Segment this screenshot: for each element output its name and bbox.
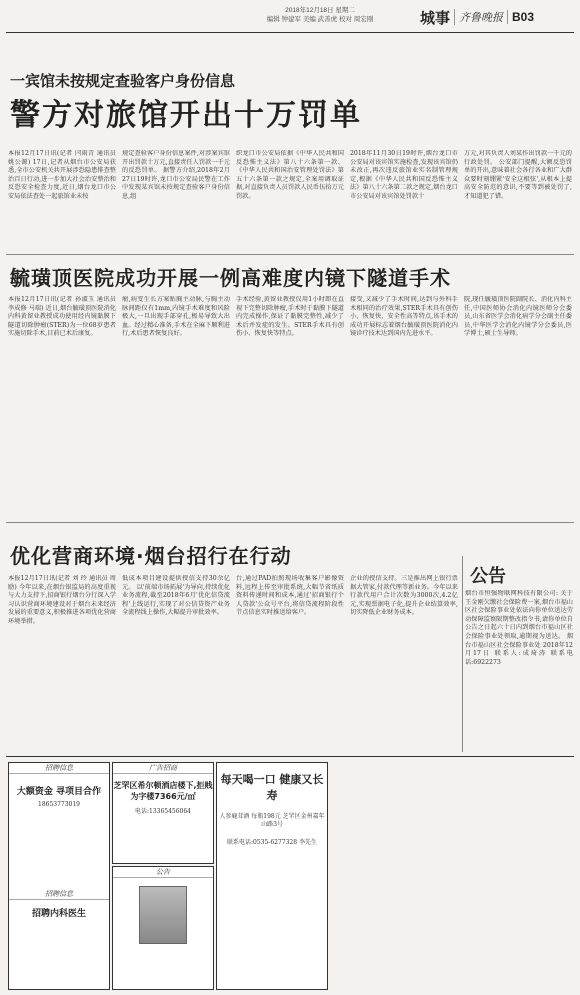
ad2-title: 芝罘区希尔顿酒店楼下,拒贱为字楼7366元/㎡ bbox=[113, 781, 213, 801]
story1-col4: 2018年11月30日19时许,烟台龙口市公安局对该宾馆实施检查,发现该宾馆仍未改正,再次违反旅馆业实名制管理规定,根据《中华人民共和国反恐怖主义法》第八十六条第二款之规定,烟台龙口市公安局对该宾馆处罚款十 bbox=[350, 150, 458, 200]
story2-col3: 手术经验,黄留业教授仅用1小时即在直视下完整切除肿瘤,手术时于黏膜下隧道内完成操作,保证了黏膜完整性,减少了术后并发症的发生。STER手术具有创伤小、恢复快等特点。 bbox=[236, 296, 344, 338]
editor-credits: 编辑 钟建军 美编 武善虎 校对 周宏刚 bbox=[266, 16, 374, 23]
story3-col2: 低成本项目建设提供授信支持30余亿元。 以'前端市场拓展'为导向,持续优化业务流程,截至2018年6月'优化信贷流程'上线运行,实现了对公信贷资产业务全流程线上操作,大幅提升审批效率。 bbox=[122, 575, 230, 617]
story2-col1: 本报12月17日讯(记者 孙淑玉 通讯员 李成修 马瑞) 近日,烟台毓璜顶医院消化内科黄留业教授成功使用经内镜黏膜下隧道切除肿瘤(STER)为一位68岁患者实施切除手术,目前已术后康复。 bbox=[8, 296, 116, 338]
section-divider-2 bbox=[6, 522, 574, 523]
story1-col1: 本报12月17日讯(记者 闫雨青 通讯员 姚公源) 17日,记者从烟台市公安局获悉,全市公安机关共开展涉恐隐患排查整治百日行动,进一步加大社会治安整治和反恐安全检查力度,近日,烟台龙口市公安局依法查处一起旅馆业未按 bbox=[8, 150, 116, 200]
story3-col3: 台,通过PAD拍照现场收集客户影像资料,远程上传至审批系统,大幅节省纸质资料传递时间和成本,通过'招商银行个人贷款'公众号平台,将信贷流程阶段性节点信息实时推送给客户。 bbox=[236, 575, 344, 617]
recruit-title: 招聘内科医生 bbox=[31, 909, 86, 919]
ad1-label: 招聘信息 bbox=[9, 763, 109, 774]
property-ad bbox=[112, 762, 214, 864]
story1-col2: 规定查验客户身份信息案件,对涉案宾馆开出罚款十万元,直接责任人罚款一千元的反恐罚单。 据警方介绍,2018年2月27日19时许,龙口市公安局民警在工作中发现某宾馆未按规定查验客户身份信息,组 bbox=[122, 150, 230, 200]
ad2-phone: 电话:13365456064 bbox=[134, 808, 191, 815]
paper-name: 齐鲁晚报 bbox=[454, 9, 503, 25]
photo-notice-label: 公告 bbox=[113, 867, 213, 878]
story1-headline: 警方对旅馆开出十万罚单 bbox=[10, 98, 362, 133]
story1-kicker: 一宾馆未按规定查验客户身份信息 bbox=[10, 72, 236, 90]
issue-meta bbox=[230, 6, 410, 24]
notice-divider bbox=[462, 556, 463, 752]
child-photo bbox=[139, 886, 187, 944]
story2-col2: 瘤,病变生长方案贴胸主动脉,与胸主动脉间距仅有1mm,内镜手术难度和风险极大,一旦出现手部穿孔,极易导致大出血。经过精心准备,手术在全麻下顺利进行,术后患者恢复良好。 bbox=[122, 296, 230, 338]
story3-col1: 本报12月17日讯(记者 刘 玲 通讯员 周励) 今年以来,在烟台银监局的高度重视与大力支持下,招商银行烟台分行深入学习认识营商环境建设对于烟台未来经济发展的重要意义,积极推进各项优化营商环境举措。 bbox=[8, 575, 116, 625]
ad1-title: 大额资金 寻项目合作 bbox=[16, 787, 102, 797]
health-wine-ad bbox=[216, 762, 328, 990]
story1-col5: 万元,对其负责人刘某作出罚款一千元的行政处罚。 公安部门提醒,大额反恐罚单的开出,意味着社会各行各业和广大群众要时刻绷紧'安全这根弦',从根本上提高安全防范的意识,不要等到被处罚了,才知道犯了错。 bbox=[464, 150, 572, 200]
section-name: 城事 bbox=[420, 8, 451, 27]
story2-col5: 院,现任毓璜顶医院副院长、消化内科主任,中国医师协会消化内镜医师分会委员,山东省医学会消化病学分会副主任委员,中华医学会消化内镜学分会委员,医学博士,硕士生导师。 bbox=[464, 296, 572, 338]
section-divider-1 bbox=[6, 254, 574, 255]
ad2-label: 广告招商 bbox=[113, 763, 213, 774]
story3-col4: 企业的授信支持。三是推出网上银行票据大管家,付款代理等新业务。今年以来行款代用户合计次数为3000次,4.2亿元,实现票据电子化,提升企业结算效率,切实降低企业财务成本。 bbox=[350, 575, 458, 617]
story1-col3: 织龙口市公安局依据《中华人民共和国反恐怖主义法》第八十六条第一款、《中华人民共和国治安管理处罚法》第五十六条第一款之规定,全案用调取证据,对直接负责人员罚款人民币伍拾万元罚款。 bbox=[236, 150, 344, 200]
ad1-phone: 18653773019 bbox=[38, 801, 80, 808]
story3-headline: 优化营商环境·烟台招行在行动 bbox=[10, 544, 292, 568]
notice-body: 烟台市恒强物联网科技有限公司: 关于王金刚欠缴社会保险费一案,烟台市福山区社会保险事业处依法向你单位送达劳动保障监察限期整改指令书,请你单位自公告之日起六十日内到烟台市福山区社会保险事业处领取,逾期视为送达。 烟台市福山区社会保险事业处 2018年12月17日 联系人:成琦涛 联系电话:6922273 bbox=[465, 590, 573, 666]
notice-title: 公告 bbox=[470, 566, 506, 587]
classified-ad-column bbox=[8, 762, 110, 990]
masthead bbox=[420, 6, 576, 28]
story2-col4: 接受,又减少了手术时间,达到与外科手术相同的治疗效果,STER手术具有创伤小、恢复快、安全性高等特点,该手术的成功开展标志着烟台毓璜顶医院消化内镜诊疗技术达到国内先进水平。 bbox=[350, 296, 458, 338]
issue-date: 2018年12月18日 星期二 bbox=[285, 7, 355, 14]
ad3-title: 每天喝一口 健康又长寿 bbox=[220, 773, 324, 802]
page-number: B03 bbox=[507, 10, 534, 24]
story2-headline: 毓璜顶医院成功开展一例高难度内镜下隧道手术 bbox=[10, 266, 451, 290]
ad3-text: 人参鹿茸酒 每瓶198元 芝罘区金州嘉年山路3号 bbox=[219, 813, 325, 828]
header-rule bbox=[6, 32, 574, 33]
ad3-phone: 联系电话:0535-6277328 李先生 bbox=[227, 839, 317, 846]
recruit-label: 招聘信息 bbox=[9, 889, 109, 900]
ads-rule bbox=[6, 756, 574, 757]
photo-notice-ad bbox=[112, 866, 214, 990]
